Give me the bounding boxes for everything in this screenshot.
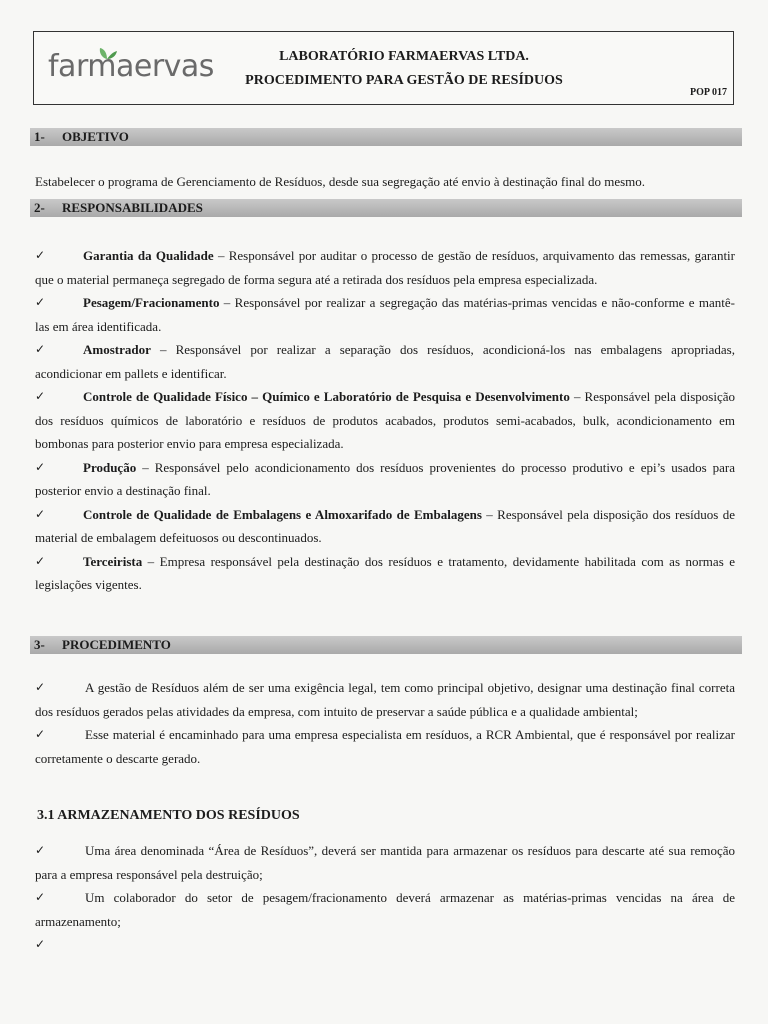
list-item bbox=[35, 456, 735, 503]
document-title: PROCEDIMENTO PARA GESTÃO DE RESÍDUOS bbox=[245, 73, 563, 88]
checkmark-icon: ✓ bbox=[35, 553, 46, 568]
checkmark-icon: ✓ bbox=[35, 248, 46, 262]
section-title: RESPONSABILIDADES bbox=[62, 200, 203, 215]
role-name: Amostrador bbox=[83, 342, 151, 357]
list-item bbox=[35, 503, 735, 550]
list-item bbox=[35, 933, 735, 957]
role-name: Terceirista bbox=[83, 553, 143, 569]
list-item bbox=[35, 385, 735, 456]
role-name: Controle de Qualidade de Embalagens e Almoxarifado de Embalagens bbox=[83, 506, 482, 522]
document-header bbox=[33, 31, 734, 105]
objective-paragraph: Estabelecer o programa de Gerenciamento de Resíduos, desde sua segregação até envio à destinação final do mesmo. bbox=[35, 174, 646, 189]
list-item bbox=[35, 338, 735, 385]
procedure-text: A gestão de Resíduos além de ser uma exigência legal, tem como principal objetivo, designar uma destinação final correta dos resíduos gerados pelas atividades da empresa, com intuito de preservar a saúde pública e a qualidade ambiental; bbox=[35, 680, 735, 719]
checkmark-icon: ✓ bbox=[35, 459, 46, 474]
role-description: – Responsável pela disposição dos resíduos químicos de laboratório e resíduos de produtos acabados, produtos semi-acabados, bulk, acondicionamento em bombonas para posterior envio para empresa especializada. bbox=[35, 389, 735, 451]
storage-text: Uma área denominada “Área de Resíduos”, deverá ser mantida para armazenar os resíduos para descarte até sua remoção para a empresa responsável pela destruição; bbox=[35, 843, 735, 882]
role-description: – Responsável pelo acondicionamento dos resíduos provenientes do processo produtivo e epi’s usados para posterior envio a destinação final. bbox=[35, 459, 735, 498]
procedure-text: Esse material é encaminhado para uma empresa especialista em resíduos, a RCR Ambiental, que é responsável por realizar corretamente o descarte gerado. bbox=[35, 727, 735, 766]
checkmark-icon: ✓ bbox=[35, 727, 46, 741]
list-item bbox=[35, 550, 735, 597]
role-name: Garantia da Qualidade bbox=[83, 248, 214, 263]
document-code: POP 017 bbox=[690, 87, 727, 98]
checkmark-icon: ✓ bbox=[35, 890, 46, 904]
role-name: Pesagem/Fracionamento bbox=[83, 295, 220, 310]
section-procedure-header bbox=[30, 636, 742, 654]
section-objective-header bbox=[30, 128, 742, 146]
role-name: Controle de Qualidade Físico – Químico e Laboratório de Pesquisa e Desenvolvimento bbox=[83, 389, 570, 404]
section-number: 1- bbox=[34, 129, 45, 144]
section-title: PROCEDIMENTO bbox=[62, 637, 171, 652]
list-item bbox=[35, 886, 735, 933]
checkmark-icon: ✓ bbox=[35, 295, 46, 309]
list-item bbox=[35, 244, 735, 291]
checkmark-icon: ✓ bbox=[35, 342, 46, 356]
role-description: – Responsável por auditar o processo de gestão de resíduos, arquivamento das remessas, garantir que o material permaneça segregado de forma segura até a retirada dos resíduos pela empresa especializada. bbox=[35, 248, 736, 287]
procedure-list bbox=[35, 676, 735, 770]
role-description: – Responsável pela disposição dos resíduos de material de embalagem defeituosos ou descontinuados. bbox=[35, 506, 735, 545]
section-title: OBJETIVO bbox=[62, 129, 129, 144]
role-description: – Responsável por realizar a segregação das matérias-primas vencidas e não-conforme e mantê-las em área identificada. bbox=[35, 295, 735, 334]
checkmark-icon: ✓ bbox=[35, 680, 46, 694]
storage-text: Um colaborador do setor de pesagem/fracionamento deverá armazenar as matérias-primas vencidas na área de armazenamento; bbox=[35, 890, 735, 929]
role-description: – Responsável por realizar a separação dos resíduos, acondicioná-los nas embalagens apropriadas, acondicionar em pallets e identificar. bbox=[35, 342, 735, 381]
checkmark-icon: ✓ bbox=[35, 937, 46, 951]
checkmark-icon: ✓ bbox=[35, 389, 46, 403]
storage-list bbox=[35, 839, 735, 957]
checkmark-icon: ✓ bbox=[35, 506, 46, 521]
list-item bbox=[35, 723, 735, 770]
company-logo: farmaervas bbox=[48, 49, 214, 84]
subsection-title: 3.1 ARMAZENAMENTO DOS RESÍDUOS bbox=[37, 808, 300, 823]
role-description: – Empresa responsável pela destinação dos resíduos e tratamento, devidamente habilitada com as normas e legislações vigentes. bbox=[35, 553, 735, 592]
list-item bbox=[35, 676, 735, 723]
checkmark-icon: ✓ bbox=[35, 843, 46, 857]
list-item bbox=[35, 839, 735, 886]
section-number: 2- bbox=[34, 200, 45, 215]
section-responsibilities-header bbox=[30, 199, 742, 217]
responsibilities-list bbox=[35, 244, 735, 597]
company-name: LABORATÓRIO FARMAERVAS LTDA. bbox=[279, 49, 529, 64]
list-item bbox=[35, 291, 735, 338]
role-name: Produção bbox=[83, 459, 137, 475]
section-number: 3- bbox=[34, 637, 45, 652]
